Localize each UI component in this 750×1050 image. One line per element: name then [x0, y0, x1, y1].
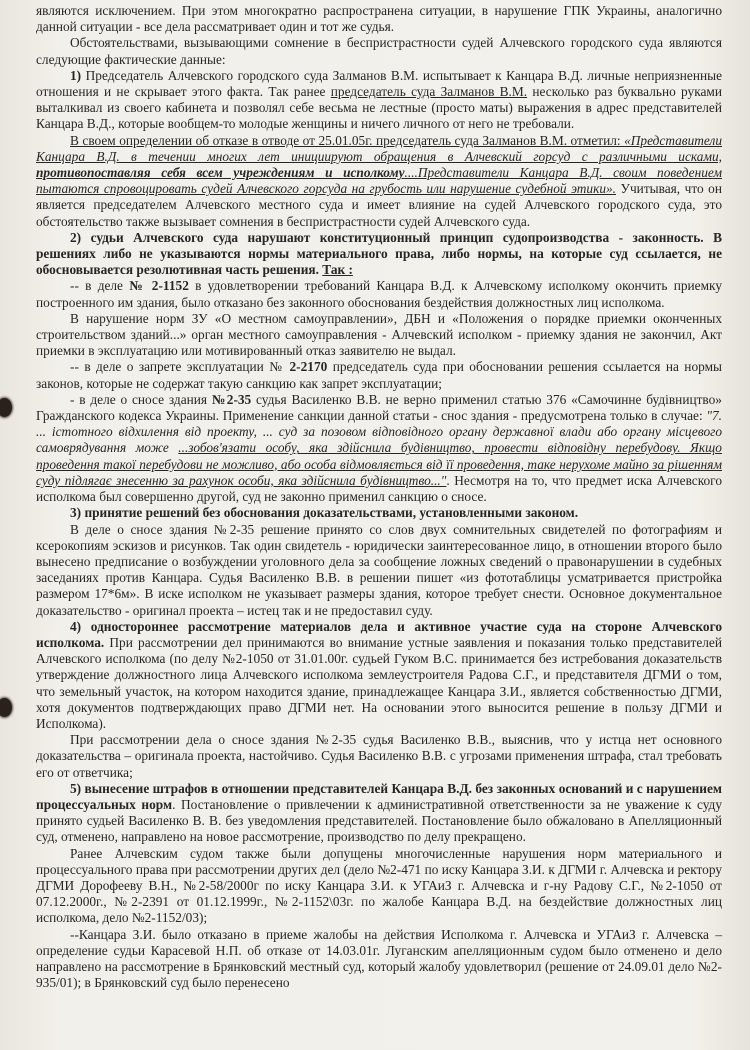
- text-run: --Канцара З.И. было отказано в приеме жалобы на действия Исполкома г. Алчевска и УГАиЗ г. Алчевска – определение судьи Карасевой Н.П. об отказе от 14.03.01г. Луганским апелляционным судом было отменено и дело направлено на рассмотрение в Брянковский местный суд, который жалобу удовлетворил (решение от 24.09.01 дело №2-935/01); в Брянковский суд было перенесено: [36, 926, 722, 991]
- document-body: [36, 3, 722, 991]
- text-run: -- в деле о запрете эксплуатации №: [70, 359, 290, 375]
- text-run: 2) судьи Алчевского суда нарушают конституционный принцип судопроизводства - законность. В решениях либо не указываются нормы материального права, либо нормы, на которые суд ссылается, не обосновывается резолютивная часть решения.: [36, 229, 722, 278]
- text-run: № 2-1152: [129, 278, 189, 294]
- text-run: - в деле о сносе здания: [70, 391, 212, 407]
- paragraph-point-3: [36, 505, 722, 521]
- text-run: . Постановление о привлечении к административной ответственности за не уважение к суду принято судьей Василенко В. В. без уведомления представителей. Постановление было обжаловано в Апелляционный суд, отменено, направлено на новое рассмотрение, производство по делу прекращено.: [36, 796, 722, 845]
- text-run: «Представители Канцара В.Д. в течении многих лет инициируют обращения в Алчевский горсуд с различными исками,: [36, 132, 722, 164]
- paragraph-circumstances: [36, 35, 722, 67]
- text-run: В нарушение норм ЗУ «О местном самоуправлении», ДБН и «Положения о порядке приемки оконченных строительством зданий...» орган местного самоуправления - Алчевский исполком - приемку здания не закончил, Акт приемки в эксплуатацию или мотивированный отказ заявителю не выдал.: [36, 310, 722, 359]
- punch-hole-upper: [0, 398, 12, 417]
- paragraph-point-4: [36, 619, 722, 732]
- text-run: несколько раз буквально руками выталкивал из своего кабинета и позволял себе весьма не лестные (просто маты) выражения в адрес представителей Канцара В.Д., которые вообщем-то молодые женщины и ничего личного от него не требовали.: [36, 84, 722, 132]
- text-run: 5) вынесение штрафов в отношении представителей Канцара В.Д. без законных оснований и с нарушением процессуальных норм: [36, 780, 722, 812]
- text-run: -- в деле: [70, 278, 130, 294]
- paragraph-other-cases: [36, 846, 722, 927]
- paragraph-case-2-2170: [36, 359, 722, 391]
- text-run: 4) одностороннее рассмотрение материалов дела и активное участие суда на стороне Алчевского исполкома.: [36, 618, 722, 650]
- text-run: При рассмотрении дел принимаются во внимание устные заявления и показания только представителей Алчевского исполкома (по делу №2-1050 от 31.01.00г. судьей Гуком В.С. принимается без истребования доказательств утверждение должностного лица Алчевского исполкома землеустроителя Радова С.Г., и представителя ДГМИ о том, что земельный участок, на котором находится здание, принадлежащее Канцара З.И., является собственностью ДГМИ, хотя документов подтверждающих право ДГМИ нет. На основании этого выносится решение в пользу ДГМИ и Исполкома).: [36, 634, 722, 731]
- text-run: ....Представители Канцара В.Д. своим поведением пытаются спровоцировать судей Алчевского горсуда на грубость или нарушение судебной этики».: [36, 165, 722, 197]
- paragraph-point-1: [36, 68, 722, 133]
- paragraph-intro-continuation: [36, 3, 722, 35]
- paragraph-case-2-35: [36, 392, 722, 505]
- text-run: Так :: [322, 262, 353, 278]
- text-run: В деле о сносе здания №2-35 решение принято со слов двух сомнительных свидетелей по фотографиям и ксерокопиям эскизов и рисунков. Так один свидетель - юридически заинтересованное лицо, в отношении второго было вынесено предписание о возбуждении уголовного дела за сообщение ложных сведений о правонарушении в судебных заседаниях против Канцара. Судья Василенко В.В. в решении пишет «из фототаблицы усматривается пристройка размером 17*6м». В иске исполком не указывает размеры здания, которое требует снести. Основное документальное доказательство - оригинал проекта – истец так и не предоставил суду.: [36, 521, 722, 618]
- punch-hole-lower: [0, 698, 12, 717]
- paragraph-violation-zu: [36, 311, 722, 360]
- text-run: в удовлетворении требований Канцара В.Д. к Алчевскому исполкому окончить приемку построенного им здания, было отказано без законного обоснования бездействия должностных лиц исполкома.: [36, 278, 722, 310]
- text-run: Ранее Алчевским судом также были допущены многочисленные нарушения норм материального и процессуального права при рассмотрении других дел (дело №2-471 по иску Канцара З.И. к ДГМИ г. Алчевска и ректору ДГМИ Дорофееву В.Н., №2-58/2000г по иску Канцара З.И. к УГАиЗ г. Алчевска и г-ну Радову С.Г., №2-1050 от 07.12.2000г., №2-2391 от 01.12.1999г., №2-1152\03г. по жалобе Канцара В.Д. на бездействие должностных лиц исполкома, дело №2-1152/03);: [36, 845, 722, 926]
- text-run: председатель суда Залманов В.М.: [330, 84, 528, 100]
- text-run: ...зобов'язати особу, яка здійснила будівництво, провести відповідну перебудову. Якщо проведення такої перебудови не можливо, або особа відмовляється від її проведення, таке нерухоме майно за рішенням суду підлягає знесенню за рахунок особи, яка здійснила будівництво...": [36, 440, 722, 488]
- text-run: 1): [70, 67, 86, 83]
- text-run: 2-2170: [289, 359, 328, 375]
- paragraph-point-1-ruling: [36, 133, 722, 230]
- text-run: . Несмотря на то, что предмет иска Алчевского исполкома был совершенно другой, суд не законно применил санкцию о сносе.: [36, 472, 722, 505]
- paragraph-point-2: [36, 230, 722, 279]
- paragraph-point-4-details: [36, 732, 722, 781]
- text-run: 3) принятие решений без обоснования доказательствами, установленными законом.: [70, 505, 579, 521]
- text-run: Председатель Алчевского городского суда Залманов В.М. испытывает к Канцара В.Д. личные неприязненные отношения и не скрывает этого факта. Так ранее: [36, 67, 723, 100]
- text-run: В своем определении об отказе в отводе от 25.01.05г. председатель суда Залманов В.М. отметил:: [70, 132, 625, 148]
- text-run: являются исключением. При этом многократно распространена ситуации, в нарушение ГПК Украины, аналогично данной ситуации - все дела рассматривает один и тот же судья.: [36, 3, 722, 35]
- paragraph-appeal: [36, 927, 722, 992]
- paragraph-point-3-details: [36, 522, 722, 619]
- text-run: №2-35: [211, 391, 252, 407]
- text-run: противопоставляя себя всем учреждениям и исполкому: [36, 165, 405, 181]
- text-run: Учитывая, что он является председателем Алчевского местного суда и имеет влияние на судей Алчевского городского суда, это обстоятельство также вызывает сомнения в беспристрастности судей Алчевского суда.: [36, 181, 722, 229]
- text-run: председатель суда при обосновании решения ссылается на нормы законов, которые не содержат такую санкцию как запрет эксплуатации;: [36, 359, 722, 391]
- text-run: При рассмотрении дела о сносе здания №2-35 судья Василенко В.В., выяснив, что у истца нет основного доказательства – оригинала проекта, настойчиво. Судья Василенко В.В. с угрозами применения штрафа, стал требовать его от ответчика;: [36, 732, 722, 780]
- text-run: "7. ... істотного відхилення від проекту, ... суд за позовом відповідного органу державної влади або органу місцевого самоврядування може: [36, 408, 722, 456]
- paragraph-case-2-1152: [36, 278, 722, 310]
- text-run: Обстоятельствами, вызывающими сомнение в беспристрастности судей Алчевского городского суда являются следующие фактические данные:: [36, 35, 722, 67]
- paragraph-point-5: [36, 781, 722, 846]
- text-run: судья Василенко В.В. не верно применил статью 376 «Самочинне будівництво» Гражданского кодекса Украины. Применение санкции данной статьи - снос здания - предусмотрена только в случае:: [36, 391, 722, 424]
